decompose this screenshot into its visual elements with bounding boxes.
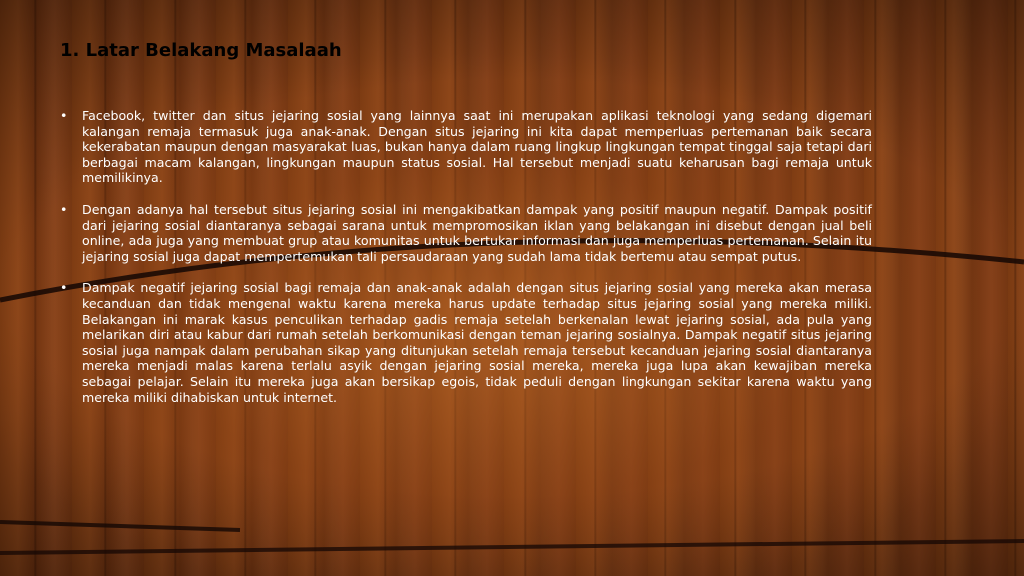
bullet-text: Dengan adanya hal tersebut situs jejaring sosial ini mengakibatkan dampak yang positif maupun negatif. Dampak positif dari jejaring sosial diantaranya sebagai sarana untuk mempromosikan iklan yang belakangan ini disebut dengan jual beli online, ada juga yang membuat grup atau komunitas untuk bertukar informasi dan juga memperluas pertemanan. Selain itu jejaring sosial juga dapat mempertemukan tali persaudaraan yang sudah lama tidak bertemu atau sempat putus. [82,201,872,264]
bullet-item [60,202,872,264]
bullet-marker: • [60,108,68,123]
bullet-text: Dampak negatif jejaring sosial bagi remaja dan anak-anak adalah dengan situs jejaring sosial yang mereka akan merasa kecanduan dan tidak mengenal waktu karena mereka harus update terhadap situs jejaring sosial yang mereka miliki. Belakangan ini marak kasus penculikan terhadap gadis remaja setelah berkenalan lewat jejaring sosial, ada pula yang melarikan diri atau kabur dari rumah setelah berkomunikasi dengan teman jejaring sosialnya. Dampak negatif situs jejaring sosial juga nampak dalam perubahan sikap yang ditunjukan setelah remaja tersebut kecanduan jejaring sosial diantaranya mereka menjadi malas karena terlalu asyik dengan jejaring sosial mereka, mereka juga lupa akan kewajiban mereka sebagai pelajar. Selain itu mereka juga akan bersikap egois, tidak peduli dengan lingkungan sekitar karena waktu yang mereka miliki dihabiskan untuk internet. [82,280,872,405]
bullet-list [60,108,872,421]
bullet-marker: • [60,201,68,217]
bullet-text: Facebook, twitter dan situs jejaring sosial yang lainnya saat ini merupakan aplikasi teknologi yang sedang digemari kalangan remaja termasuk juga anak-anak. Dengan situs jejaring ini kita dapat memperluas pertemanan baik secara kekerabatan maupun dengan masyarakat luas, bukan hanya dalam ruang lingkup lingkungan tempat tinggal saja tetapi dari berbagai macam kalangan, lingkungan maupun status sosial. Hal tersebut menjadi suatu keharusan bagi remaja untuk memilikinya. [82,108,872,186]
bullet-item [60,108,872,186]
bullet-marker: • [60,280,68,296]
bullet-item [60,280,872,405]
slide-title: 1. Latar Belakang Masalaah [60,40,342,61]
